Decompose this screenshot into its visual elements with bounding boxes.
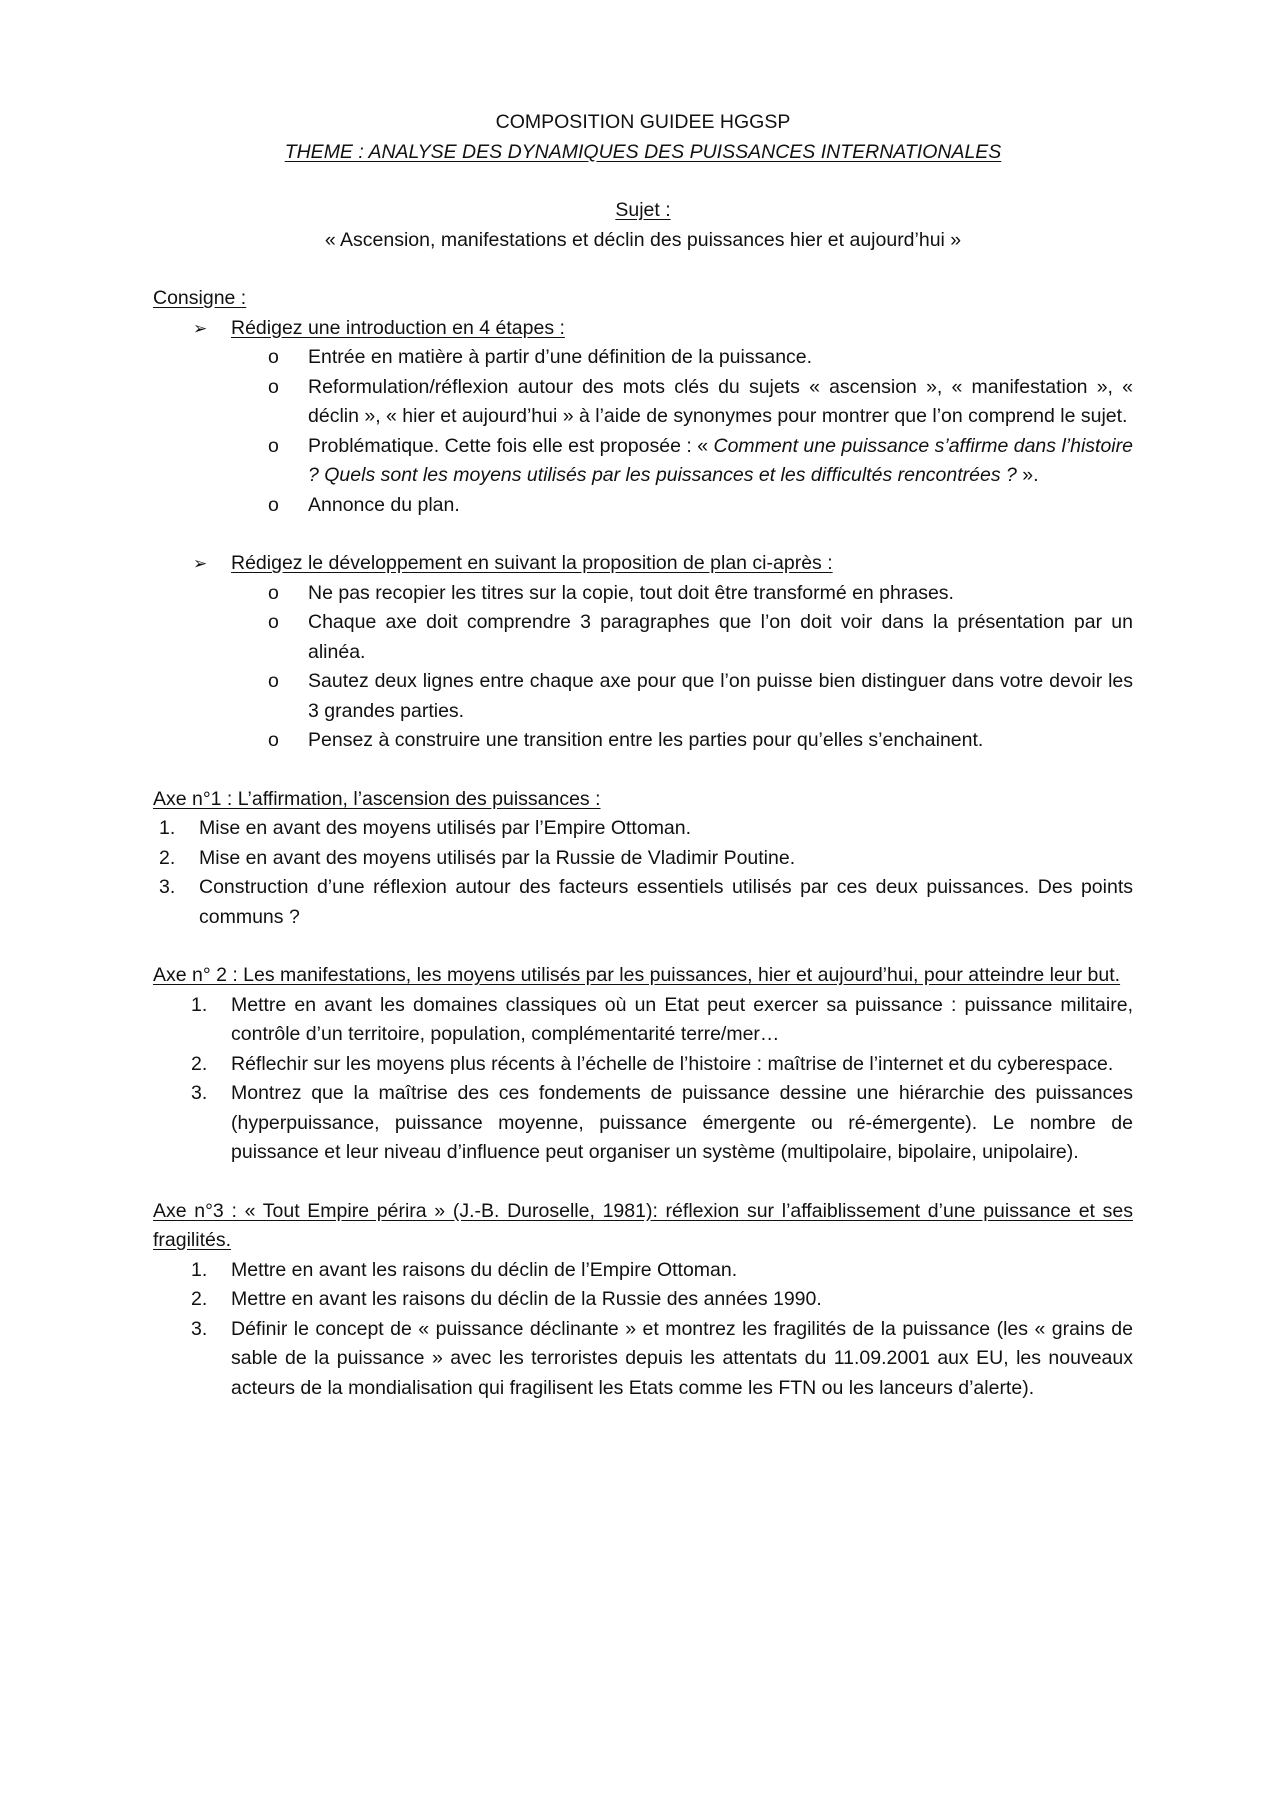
list-number: 3. — [191, 1317, 208, 1340]
list-number: 1. — [191, 993, 208, 1016]
axe1-item-text: Mise en avant des moyens utilisés par l’Empire Ottoman. — [199, 817, 692, 839]
circle-bullet-icon: o — [268, 611, 279, 633]
circle-bullet-icon: o — [268, 346, 279, 368]
circle-bullet-icon: o — [268, 375, 279, 398]
list-item — [153, 1256, 1133, 1286]
list-item — [153, 1315, 1133, 1404]
axe1-title: Axe n°1 : L’affirmation, l’ascension des puissances : — [153, 787, 601, 810]
intro-heading-row — [153, 314, 1133, 344]
document-page — [153, 108, 1133, 1403]
list-number: 1. — [159, 817, 176, 839]
axe2-item-text: Montrez que la maîtrise des ces fondements de puissance dessine une hiérarchie des puissances (hyperpuissance, puissance moyenne, puissance émergente ou ré-émergente). Le nombre de puissance et leur niveau d’influence peut organiser un système (multipolaire, bipolaire, unipolaire). — [231, 1082, 1133, 1163]
problematique-prefix: Problématique. Cette fois elle est proposée : « — [308, 434, 714, 457]
circle-bullet-icon: o — [268, 729, 279, 751]
axe2-title: Axe n° 2 : Les manifestations, les moyens utilisés par les puissances, hier et aujourd’hui, pour atteindre leur but. — [153, 964, 1121, 986]
list-item — [153, 726, 1133, 756]
list-item — [153, 343, 1133, 373]
axe2-item-text: Mettre en avant les domaines classiques où un Etat peut exercer sa puissance : puissance militaire, contrôle d’un territoire, population, complémentarité terre/mer… — [231, 993, 1133, 1045]
list-item — [153, 373, 1133, 432]
circle-bullet-icon: o — [268, 670, 279, 692]
axe3-item-text: Mettre en avant les raisons du déclin de la Russie des années 1990. — [231, 1288, 822, 1310]
axe3-item-text: Mettre en avant les raisons du déclin de l’Empire Ottoman. — [231, 1258, 738, 1281]
list-item — [153, 991, 1133, 1050]
intro-heading: Rédigez une introduction en 4 étapes : — [231, 316, 565, 339]
list-number: 2. — [159, 846, 176, 869]
intro-item-text: Reformulation/réflexion autour des mots clés du sujets « ascension », « manifestation », « déclin », « hier et aujourd’hui » à l’aide de synonymes pour montrer que l’on comprend le sujet. — [308, 375, 1133, 427]
circle-bullet-icon: o — [268, 581, 279, 604]
dev-item-text: Chaque axe doit comprendre 3 paragraphes que l’on doit voir dans la présentation par un alinéa. — [308, 611, 1133, 663]
list-item — [153, 844, 1133, 874]
problematique-question: Comment une puissance s’affirme dans l’histoire ? Quels sont les moyens utilisés par les puissances et les difficultés rencontrées ? — [308, 434, 1133, 486]
dev-item-text: Sautez deux lignes entre chaque axe pour que l’on puisse bien distinguer dans votre devoir les 3 grandes parties. — [308, 670, 1133, 722]
arrow-bullet-icon: ➢ — [193, 318, 208, 338]
dev-item-text: Ne pas recopier les titres sur la copie, tout doit être transformé en phrases. — [308, 581, 954, 604]
document-title: COMPOSITION GUIDEE HGGSP — [495, 111, 791, 133]
axe1-item-text: Mise en avant des moyens utilisés par la Russie de Vladimir Poutine. — [199, 846, 796, 869]
intro-item-text: Entrée en matière à partir d’une définition de la puissance. — [308, 346, 813, 368]
circle-bullet-icon: o — [268, 493, 279, 516]
sujet-text: « Ascension, manifestations et déclin des puissances hier et aujourd’hui » — [324, 228, 962, 251]
axe3-title: Axe n°3 : « Tout Empire périra » (J.-B. Duroselle, 1981): réflexion sur l’affaiblissement d’une puissance et ses fragilités. — [153, 1199, 1133, 1251]
list-item — [153, 1050, 1133, 1080]
axe1-item-text: Construction d’une réflexion autour des facteurs essentiels utilisés par ces deux puissances. Des points communs ? — [199, 876, 1133, 928]
consigne-label: Consigne : — [153, 287, 247, 309]
dev-item-text: Pensez à construire une transition entre les parties pour qu’elles s’enchainent. — [308, 729, 984, 751]
list-item — [153, 873, 1133, 932]
circle-bullet-icon: o — [268, 434, 279, 457]
list-item — [153, 667, 1133, 726]
list-number: 3. — [191, 1082, 208, 1104]
intro-item-text: Annonce du plan. — [308, 493, 460, 516]
list-item — [153, 1285, 1133, 1315]
sujet-label: Sujet : — [615, 199, 671, 221]
list-number: 2. — [191, 1288, 208, 1310]
list-item — [153, 432, 1133, 491]
list-item — [153, 608, 1133, 667]
list-item — [153, 1079, 1133, 1168]
list-item — [153, 814, 1133, 844]
problematique-suffix: ». — [1016, 464, 1039, 486]
axe3-item-text: Définir le concept de « puissance déclinante » et montrez les fragilités de la puissance (les « grains de sable de la puissance » avec les terroristes depuis les attentats du 11.09.2001 aux EU, les nouveaux acteurs de la mondialisation qui fragilisent les Etats comme les FTN ou les lanceurs d’alerte). — [231, 1317, 1133, 1399]
list-item — [153, 491, 1133, 521]
dev-heading-row — [153, 549, 1133, 579]
list-number: 2. — [191, 1052, 208, 1075]
list-item — [153, 579, 1133, 609]
list-number: 3. — [159, 876, 176, 898]
dev-heading: Rédigez le développement en suivant la proposition de plan ci-après : — [231, 552, 833, 574]
document-theme: THEME : ANALYSE DES DYNAMIQUES DES PUISSANCES INTERNATIONALES — [284, 140, 1002, 163]
list-number: 1. — [191, 1258, 208, 1281]
arrow-bullet-icon: ➢ — [193, 554, 208, 573]
axe2-item-text: Réflechir sur les moyens plus récents à l’échelle de l’histoire : maîtrise de l’internet et du cyberespace. — [231, 1052, 1114, 1075]
